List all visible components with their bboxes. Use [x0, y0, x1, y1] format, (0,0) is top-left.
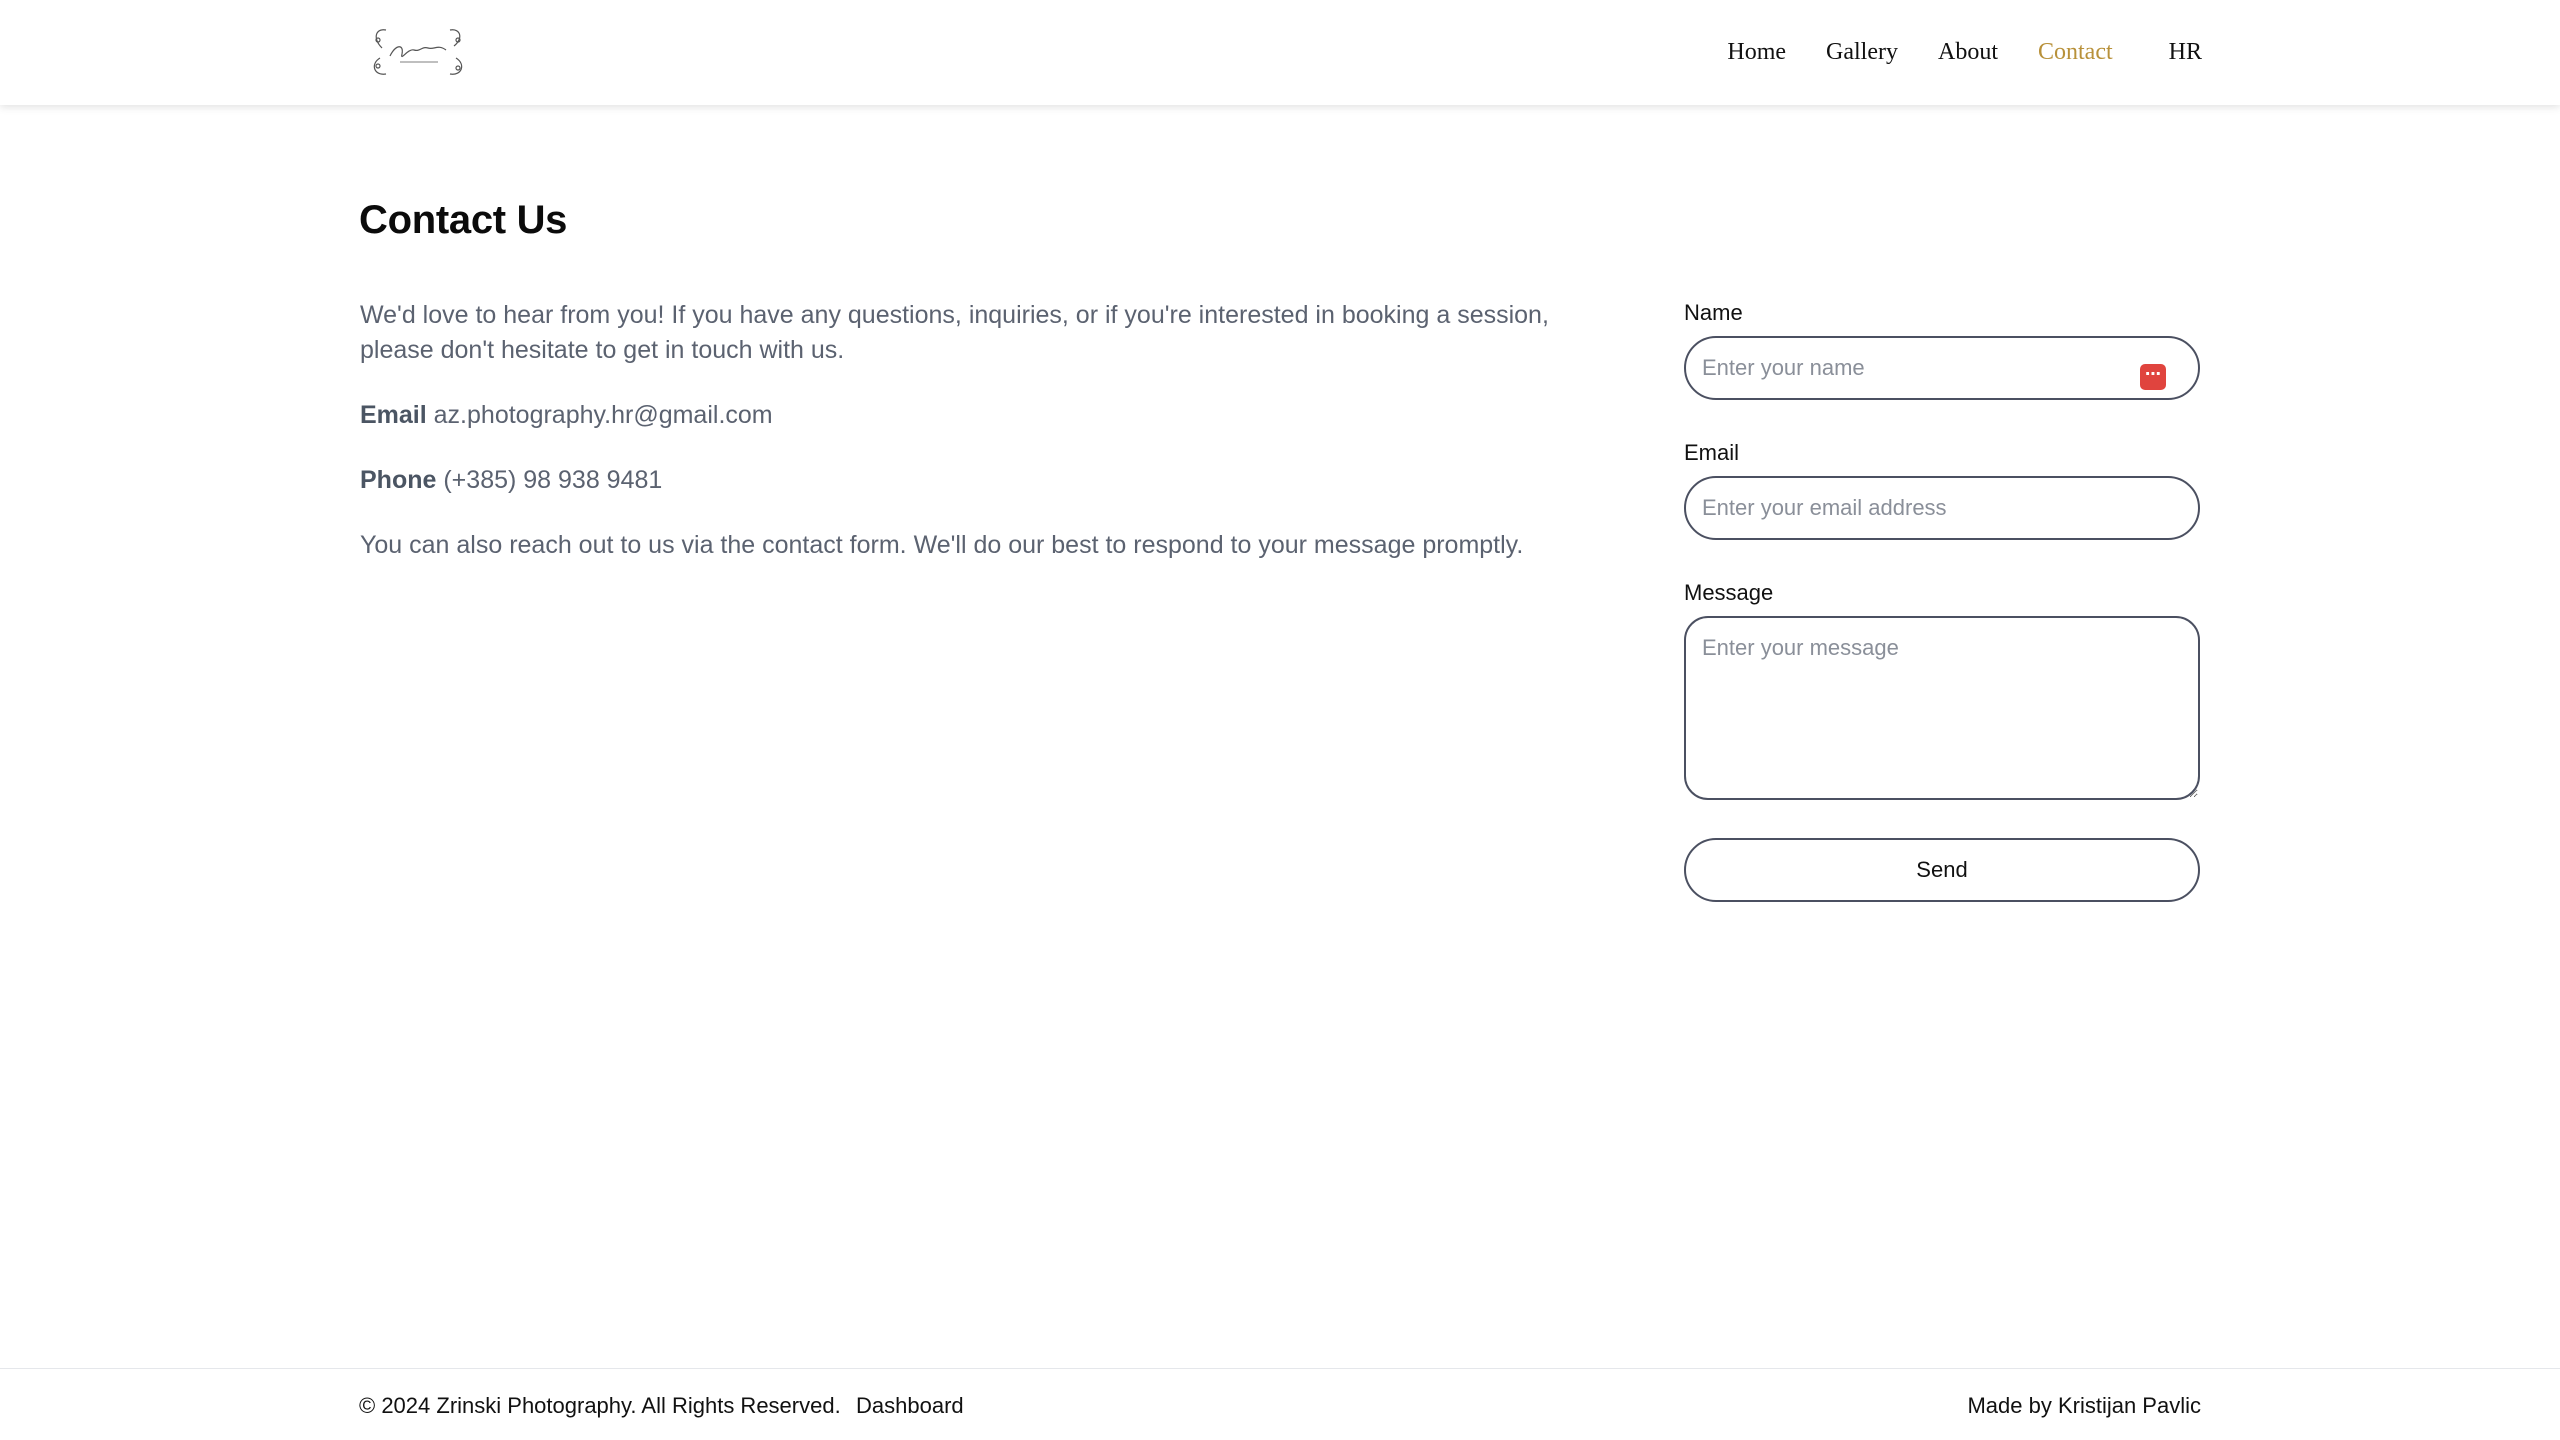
contact-form	[1684, 298, 2200, 902]
nav-contact[interactable]: Contact	[2038, 39, 2113, 65]
name-field-wrap	[1684, 336, 2200, 400]
email-value: az.photography.hr@gmail.com	[433, 401, 773, 429]
main-nav	[1687, 0, 2202, 105]
email-group	[1684, 438, 2200, 540]
page-title: Contact Us	[359, 198, 568, 242]
phone-label: Phone	[360, 466, 437, 494]
message-label: Message	[1684, 580, 1774, 605]
dashboard-link[interactable]: Dashboard	[856, 1393, 964, 1418]
message-input[interactable]	[1684, 616, 2200, 800]
site-footer	[0, 1368, 2560, 1440]
phone-row	[360, 463, 1560, 498]
email-label: Email	[360, 401, 427, 429]
logo[interactable]	[362, 18, 474, 88]
message-group	[1684, 578, 2200, 800]
nav-about[interactable]: About	[1938, 39, 1998, 65]
name-label: Name	[1684, 300, 1743, 325]
password-manager-icon[interactable]: ⋯	[2140, 364, 2166, 390]
phone-value: (+385) 98 938 9481	[443, 466, 663, 494]
language-switch[interactable]: HR	[2168, 39, 2202, 65]
email-input[interactable]	[1684, 476, 2200, 540]
site-header	[0, 0, 2560, 105]
nav-home[interactable]: Home	[1727, 39, 1787, 65]
contact-info	[360, 298, 1560, 563]
copyright-text: © 2024 Zrinski Photography. All Rights Reserved.	[359, 1393, 841, 1418]
name-input[interactable]	[1684, 336, 2200, 400]
name-group	[1684, 298, 2200, 400]
send-button[interactable]: Send	[1684, 838, 2200, 902]
credit-text: Made by Kristijan Pavlic	[1967, 1393, 2201, 1418]
email-row	[360, 398, 1560, 433]
intro-text: We'd love to hear from you! If you have any questions, inquiries, or if you're interested in booking a session, please don't hesitate to get in touch with us.	[360, 301, 1549, 364]
email-field-label: Email	[1684, 440, 1740, 465]
nav-gallery[interactable]: Gallery	[1826, 39, 1898, 65]
outro-text: You can also reach out to us via the contact form. We'll do our best to respond to your message promptly.	[360, 531, 1524, 559]
